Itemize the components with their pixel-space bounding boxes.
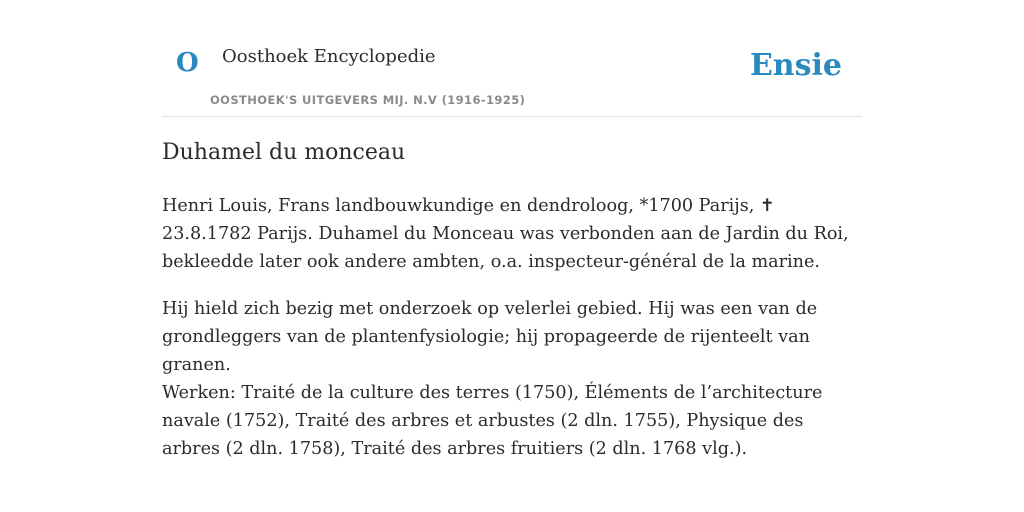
publisher-subtitle: OOSTHOEK'S UITGEVERS MIJ. N.V (1916-1925): [210, 93, 526, 107]
entry-paragraph-works: Werken: Traité de la culture des terres (1750), Éléments de l’architecture navale (1752), Traité des arbres et arbustes (2 dln. 1755), Physique des arbres (2 dln. 1758), Traité des arbres fruitiers (2 dln. 1768 vlg.).: [162, 383, 823, 459]
oosthoek-logo-icon[interactable]: O: [176, 48, 199, 78]
entry-paragraph-2: Hij hield zich bezig met onderzoek op velerlei gebied. Hij was een van de grondleggers van de plantenfysiologie; hij propageerde de rijenteelt van granen.: [162, 299, 818, 375]
entry-title: Duhamel du monceau: [162, 140, 406, 165]
site-title[interactable]: Oosthoek Encyclopedie: [222, 46, 436, 67]
ensie-logo[interactable]: Ensie: [749, 48, 842, 83]
site-header: [162, 0, 862, 117]
entry-paragraph-1: Henri Louis, Frans landbouwkundige en dendroloog, *1700 Parijs, ✝ 23.8.1782 Parijs. Duhamel du Monceau was verbonden aan de Jardin du Roi, bekleedde later ook andere ambten, o.a. inspecteur-général de la marine.: [162, 196, 849, 272]
page-container: [162, 0, 862, 459]
